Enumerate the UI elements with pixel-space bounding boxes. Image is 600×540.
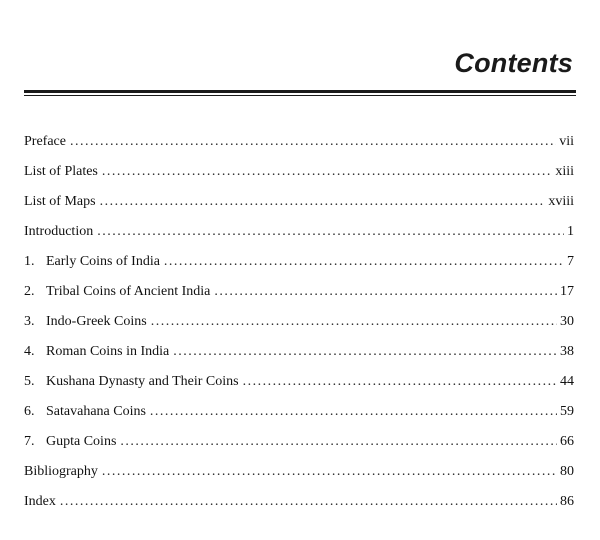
toc-entry-page: 86 xyxy=(560,494,574,509)
toc-leader-dots xyxy=(102,463,557,481)
toc-leader-dots xyxy=(60,493,557,511)
toc-entry-page: 59 xyxy=(560,404,574,419)
toc-entry-number: 3. xyxy=(24,314,35,329)
toc-entry-page: 66 xyxy=(560,434,574,449)
toc-leader-dots xyxy=(173,343,557,361)
toc-entry-number: 6. xyxy=(24,404,35,419)
toc-entry-title: Tribal Coins of Ancient India xyxy=(46,284,211,299)
heading-rule-thin xyxy=(24,95,576,96)
toc-leader-dots xyxy=(164,253,564,271)
toc-entry-title: Roman Coins in India xyxy=(46,344,170,359)
toc-entry-page: xiii xyxy=(555,164,574,179)
toc-entry-title: Kushana Dynasty and Their Coins xyxy=(46,374,239,389)
toc-leader-dots xyxy=(151,313,557,331)
toc-entry-title: Indo-Greek Coins xyxy=(46,314,147,329)
table-of-contents xyxy=(24,133,574,523)
toc-entry-number: 2. xyxy=(24,284,35,299)
toc-entry-preface xyxy=(24,133,574,163)
toc-entry-page: 30 xyxy=(560,314,574,329)
toc-entry-number: 1. xyxy=(24,254,35,269)
toc-entry-page: vii xyxy=(559,134,574,149)
toc-entry-page: 44 xyxy=(560,374,574,389)
toc-entry-page: 7 xyxy=(567,254,574,269)
toc-entry-title: List of Maps xyxy=(24,194,96,209)
heading-rule-thick xyxy=(24,90,576,93)
toc-leader-dots xyxy=(102,163,552,181)
toc-entry-page: 38 xyxy=(560,344,574,359)
toc-entry-index xyxy=(24,493,574,523)
toc-leader-dots xyxy=(150,403,557,421)
toc-entry-chapter-1 xyxy=(24,253,574,283)
toc-entry-chapter-2 xyxy=(24,283,574,313)
toc-entry-title: Bibliography xyxy=(24,464,98,479)
toc-entry-number: 4. xyxy=(24,344,35,359)
toc-entry-chapter-3 xyxy=(24,313,574,343)
toc-entry-title: Early Coins of India xyxy=(46,254,160,269)
toc-entry-introduction xyxy=(24,223,574,253)
toc-leader-dots xyxy=(120,433,557,451)
toc-entry-title: Index xyxy=(24,494,56,509)
toc-entry-title: Introduction xyxy=(24,224,94,239)
toc-entry-list-of-maps xyxy=(24,193,574,223)
toc-entry-list-of-plates xyxy=(24,163,574,193)
toc-entry-chapter-4 xyxy=(24,343,574,373)
toc-entry-bibliography xyxy=(24,463,574,493)
toc-entry-title: Satavahana Coins xyxy=(46,404,146,419)
page-title: Contents xyxy=(454,48,573,78)
toc-entry-page: 80 xyxy=(560,464,574,479)
toc-entry-number: 5. xyxy=(24,374,35,389)
toc-leader-dots xyxy=(243,373,557,391)
toc-leader-dots xyxy=(214,283,557,301)
toc-entry-number: 7. xyxy=(24,434,35,449)
toc-leader-dots xyxy=(97,223,564,241)
toc-entry-chapter-7 xyxy=(24,433,574,463)
toc-leader-dots xyxy=(70,133,556,151)
toc-entry-title: Preface xyxy=(24,134,66,149)
toc-entry-chapter-6 xyxy=(24,403,574,433)
toc-entry-page: xviii xyxy=(548,194,574,209)
toc-entry-title: Gupta Coins xyxy=(46,434,117,449)
toc-entry-page: 1 xyxy=(567,224,574,239)
toc-entry-page: 17 xyxy=(560,284,574,299)
toc-entry-chapter-5 xyxy=(24,373,574,403)
toc-entry-title: List of Plates xyxy=(24,164,98,179)
toc-leader-dots xyxy=(100,193,546,211)
